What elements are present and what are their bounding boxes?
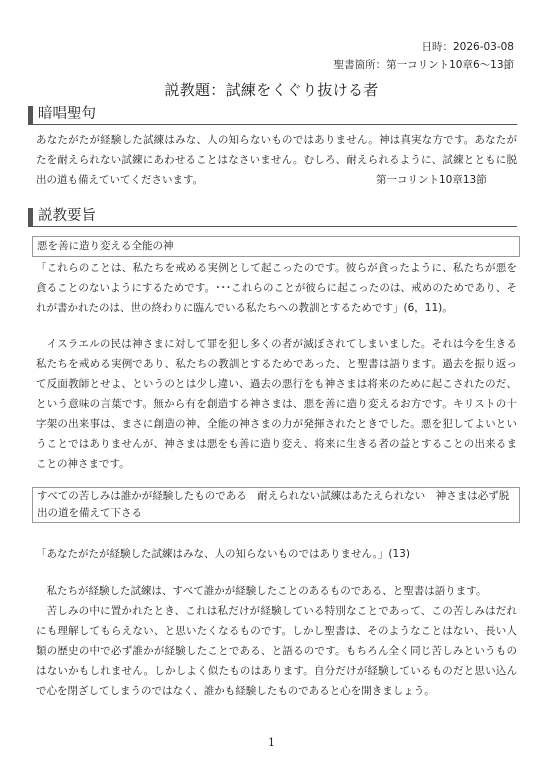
- point2-body-1: 私たちが経験した試練は、すべて誰かが経験したことのあるものである、と聖書は語ります。: [46, 585, 487, 597]
- summary-section-heading: [28, 207, 517, 227]
- heading-bar: [28, 106, 33, 124]
- point1-quote: 「これらのことは、私たちを戒める実例として起こったのです。彼らが貪ったように、私たちが悪を貪ることのないようにするためです。･･･これらのことが彼らに起こったのは、戒めのためであり、それが書かれたのは、世の終わりに臨んでいる私たちへの教訓とするためです」(6，11)。: [36, 262, 517, 314]
- page-number: 1: [268, 736, 275, 749]
- date-line: 日時：2026-03-08: [421, 41, 514, 53]
- heading-bar: [28, 208, 33, 226]
- sermon-title: 説教題：試練をくぐり抜ける者: [164, 81, 379, 99]
- recitation-section-heading: [28, 105, 517, 125]
- recitation-verse: [36, 130, 517, 190]
- recitation-reference: 第一コリント10章13節: [376, 174, 487, 186]
- point1-heading-box: [32, 236, 520, 257]
- point2-heading: すべての苦しみは誰かが経験したものである 耐えられない試練はあたえられない 神さまは必ず脱出の道を備えて下さる: [37, 490, 510, 519]
- scripture-reference: 聖書箇所：第一コリント10章6～13節: [333, 59, 514, 71]
- point2-heading-box: [32, 487, 520, 523]
- point1-body: イスラエルの民は神さまに対して罪を犯し多くの者が滅ぼされてしまいました。それは今を生きる私たちを戒める実例であり、私たちの教訓とするためであった、と聖書は語ります。過去を振り返って反面教師とせよ、というのとは少し違い、過去の悪行をも神さまは将来のために起こされたのだ、という意味の言葉です。無から有を創造する神さまは、悪を善に造り変えるお方です。キリストの十字架の出来事は、まさに創造の神、全能の神さまの力が発揮されたときでした。悪を犯してよいということではありませんが、神さまは悪をも善に造り変え、将来に生きる者の益とすることの出来るまことの神さまです。: [36, 338, 517, 470]
- recitation-text: あなたがたが経験した試練はみな、人の知らないものではありません。神は真実な方です。あなたがたを耐えられない試練にあわせることはなさいません。むしろ、耐えられるように、試練とともに脱出の道も備えていてくださいます。: [36, 134, 517, 186]
- point2-quote: 「あなたがたが経験した試練はみな、人の知らないものではありません。」(13): [36, 548, 410, 560]
- summary-heading-text: 説教要旨: [38, 208, 96, 224]
- recitation-heading-text: 暗唱聖句: [38, 106, 96, 122]
- point2-body-2: 苦しみの中に置かれたとき、これは私だけが経験している特別なことであって、この苦しみはだれにも理解してもらえない、と思いたくなるものです。しかし聖書は、そのようなことはない、長い人類の歴史の中で必ず誰かが経験したことである、と語るのです。もちろん全く同じ苦しみというものはないかもしれません。しかしよく似たものはあります。自分だけが経験しているものだと思い込んで心を閉ざしてしまうのではなく、誰かも経験したものであると心を開きましょう。: [36, 605, 517, 697]
- point1-heading: 悪を善に造り変える全能の神: [37, 240, 174, 252]
